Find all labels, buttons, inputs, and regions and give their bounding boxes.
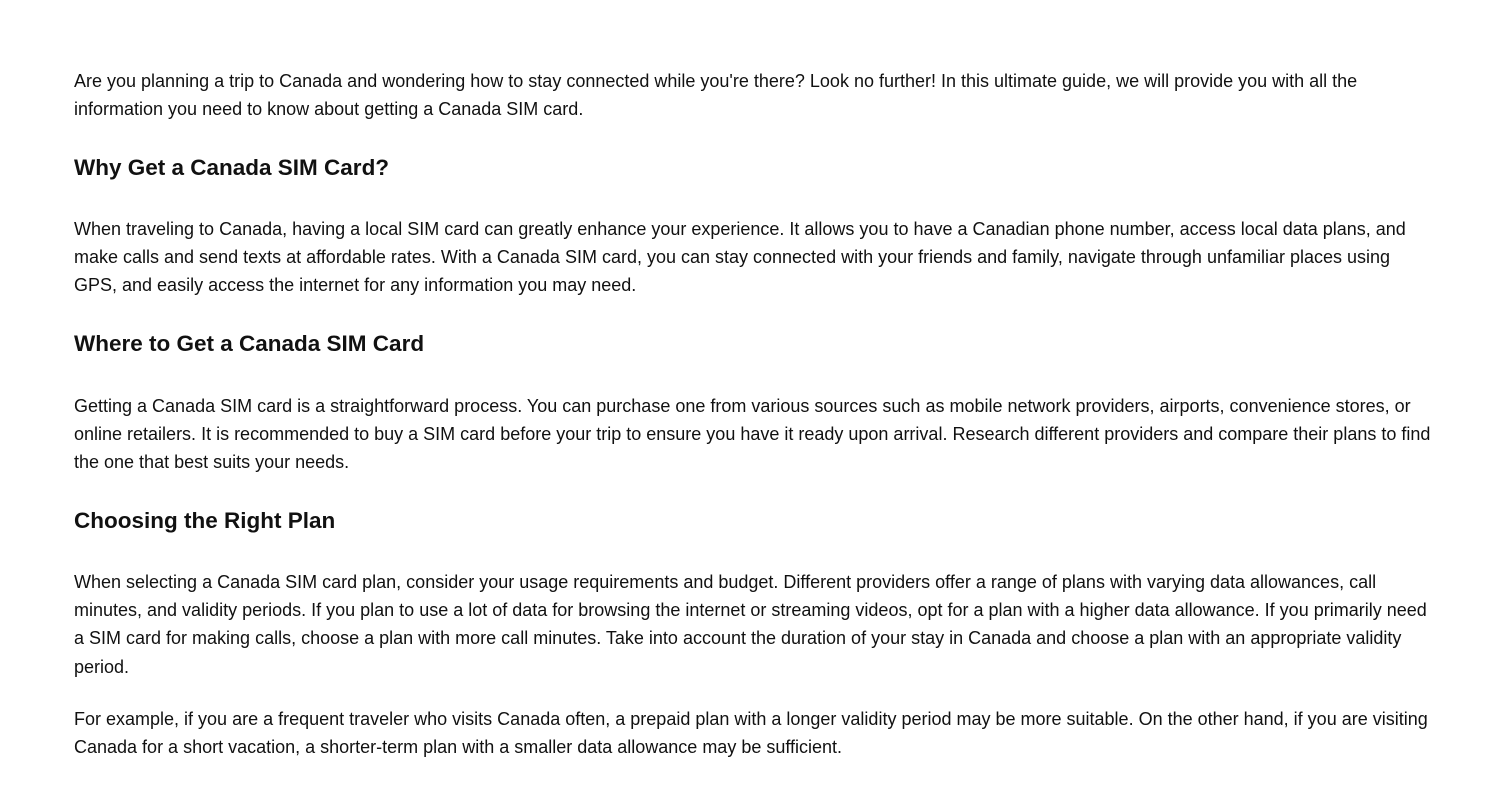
section-heading-choosing: Choosing the Right Plan (74, 508, 336, 533)
section-paragraph-why: When traveling to Canada, having a local SIM card can greatly enhance your experience. It allows you to have a Canadian phone number, access local data plans, and make calls and send texts at affordable rates. With a Canada SIM card, you can stay connected with your friends and family, navigate through unfamiliar places using GPS, and easily access the internet for any information you may need. (74, 219, 1406, 296)
section-paragraph-choosing: When selecting a Canada SIM card plan, consider your usage requirements and budget. Different providers offer a range of plans with varying data allowances, call minutes, and validity periods. If you plan to use a lot of data for browsing the internet or streaming videos, opt for a plan with a higher data allowance. If you primarily need a SIM card for making calls, choose a plan with more call minutes. Take into account the duration of your stay in Canada and choose a plan with an appropriate validity period. (74, 572, 1427, 677)
section-paragraph-example: For example, if you are a frequent traveler who visits Canada often, a prepaid plan with a longer validity period may be more suitable. On the other hand, if you are visiting Canada for a short vacation, a shorter-term plan with a smaller data allowance may be sufficient. (74, 709, 1428, 758)
section-heading-where: Where to Get a Canada SIM Card (74, 331, 425, 356)
section-heading-why: Why Get a Canada SIM Card? (74, 155, 390, 180)
section-paragraph-where: Getting a Canada SIM card is a straightforward process. You can purchase one from various sources such as mobile network providers, airports, convenience stores, or online retailers. It is recommended to buy a SIM card before your trip to ensure you have it ready upon arrival. Research different providers and compare their plans to find the one that best suits your needs. (74, 396, 1431, 473)
intro-paragraph: Are you planning a trip to Canada and wondering how to stay connected while you're there? Look no further! In this ultimate guide, we will provide you with all the information you need to know about getting a Canada SIM card. (74, 71, 1358, 120)
